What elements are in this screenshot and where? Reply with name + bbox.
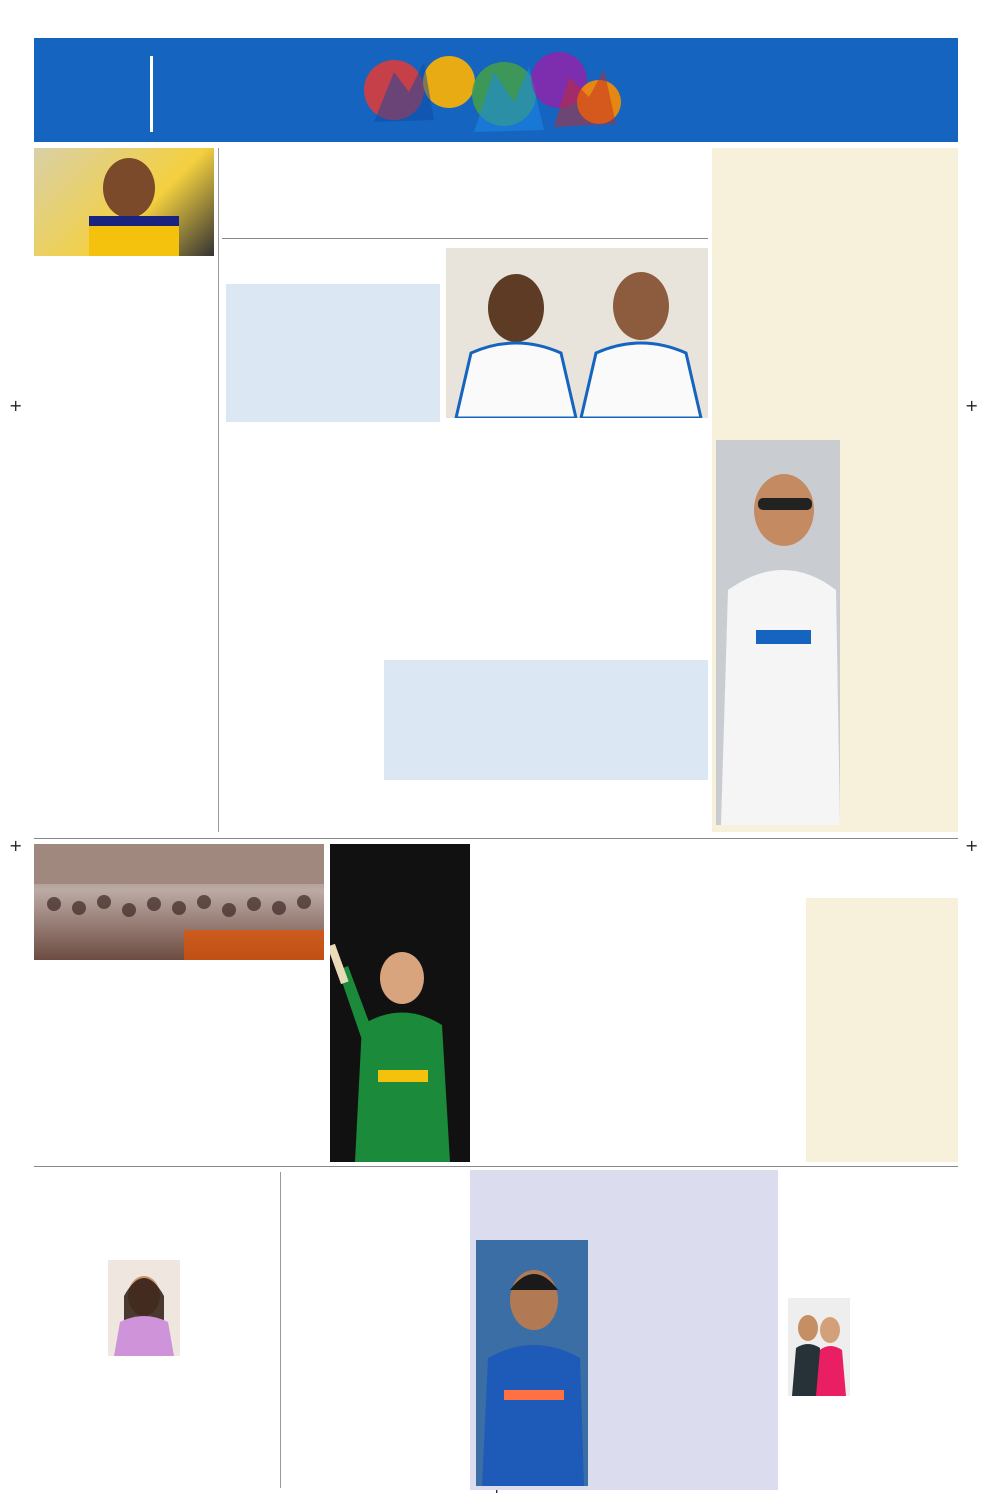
ashwin-body (36, 480, 212, 830)
divider (150, 56, 153, 132)
registration-mark: + (965, 836, 979, 855)
surya-p2 (540, 550, 706, 656)
varad-lead (36, 918, 174, 1062)
varad-p1 (36, 1064, 174, 1162)
sports-silhouettes-graphic (354, 42, 624, 138)
asia-cup-col2 (384, 424, 534, 656)
gill-award-p2 (844, 440, 954, 526)
rule (222, 238, 708, 239)
brevis-box-body (812, 986, 952, 1160)
brevis-lead (476, 912, 632, 1062)
column-rule (280, 1172, 281, 1488)
asia-cup-lead (232, 288, 436, 420)
varad-p3 (178, 1016, 322, 1162)
ashwin-lead (36, 378, 212, 476)
divya-lead (36, 1248, 106, 1390)
column-rule (218, 148, 219, 832)
brevis-p2 (636, 898, 800, 1162)
section-rule (34, 1166, 958, 1167)
gill-photo (716, 440, 840, 825)
brevis-photo (330, 930, 470, 1162)
varad-p2 (178, 904, 322, 1014)
ronaldo-photo (788, 1298, 850, 1396)
divya-photo (108, 1260, 180, 1356)
registration-mark: + (9, 396, 23, 415)
bumrah-gill-photo (446, 248, 708, 418)
ronaldo-lead (788, 1236, 954, 1296)
ronaldo-p1-top (854, 1298, 954, 1396)
divya-p1 (36, 1390, 180, 1490)
jadhav-lead (288, 1234, 464, 1368)
divya-p2 (184, 1234, 276, 1490)
vaibhav-lead (594, 1254, 772, 1364)
gill-award-p1 (718, 362, 952, 438)
surya-box-text (390, 664, 702, 776)
asia-cup-col1 (228, 424, 380, 826)
gill-award-p3 (844, 530, 954, 826)
jadhav-p1 (288, 1370, 464, 1490)
vaibhav-photo (476, 1240, 588, 1486)
vaibhav-p1 (594, 1366, 772, 1488)
surya-p1 (540, 440, 706, 548)
brevis-p1 (476, 1064, 632, 1162)
registration-mark: + (965, 396, 979, 415)
section-rule (34, 838, 958, 839)
ashwin-photo (34, 148, 214, 256)
registration-mark: + (9, 836, 23, 855)
gill-award-lead (718, 320, 952, 360)
masthead (34, 38, 958, 142)
